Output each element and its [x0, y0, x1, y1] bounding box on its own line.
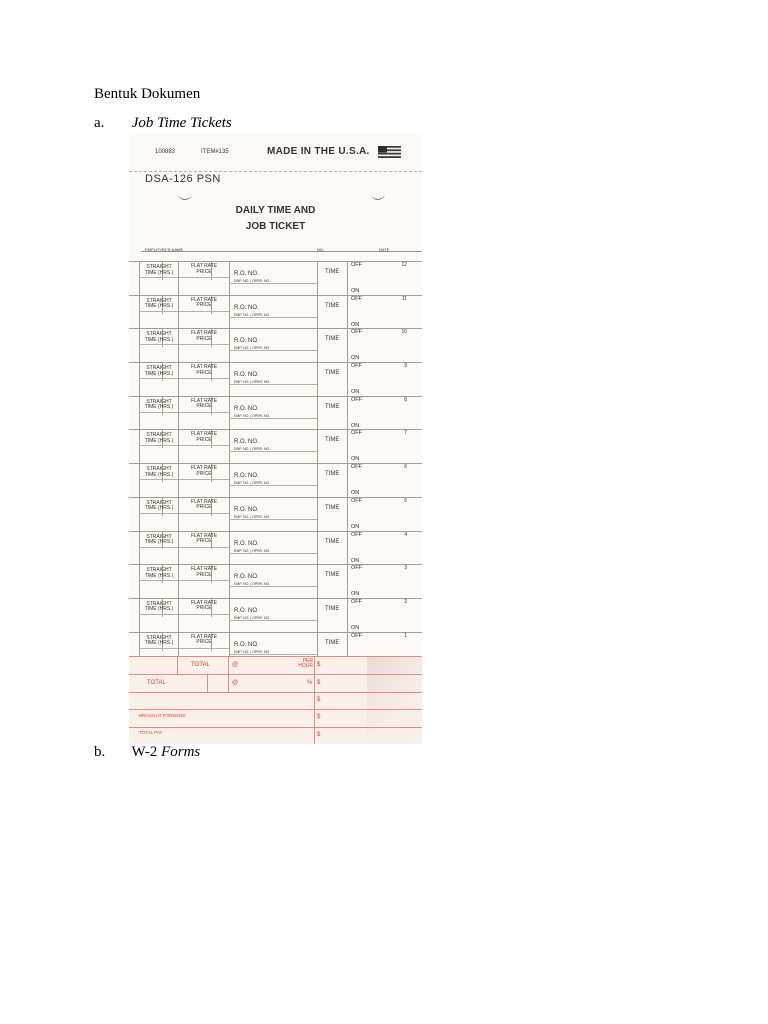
straight-label: STRAIGHT — [146, 297, 172, 304]
time-entry-block — [129, 261, 422, 295]
straight-label: STRAIGHT — [146, 466, 172, 473]
flat-rate-label — [181, 601, 227, 612]
time-label: TIME — [325, 504, 340, 511]
straight-label: STRAIGHT — [146, 331, 172, 338]
flat-rate-label — [181, 500, 227, 511]
column-rule — [139, 363, 140, 396]
ro-number-label: R.O. NO. — [234, 641, 259, 648]
straight-label: STRAIGHT — [146, 499, 172, 506]
price-text: PRICE — [196, 268, 212, 275]
straight-time-label — [142, 467, 176, 478]
dollar-sign-3: $ — [317, 697, 321, 703]
brought-forward-label: BROUGHT FORWARD — [139, 713, 186, 718]
column-rule — [139, 464, 140, 497]
price-text: PRICE — [196, 436, 212, 443]
ro-number-label: R.O. NO. — [234, 607, 259, 614]
totals-rule — [129, 692, 422, 693]
column-rule — [229, 430, 230, 463]
time-label: TIME — [325, 437, 340, 444]
row-rule — [139, 648, 229, 649]
time-entry-block — [129, 429, 422, 463]
straight-time-label — [142, 400, 176, 411]
flat-rate-text: FLAT RATE — [190, 330, 218, 337]
column-rule — [178, 262, 179, 295]
column-rule — [229, 262, 230, 295]
column-rule — [178, 397, 179, 430]
time-entry-block — [129, 396, 422, 430]
flat-rate-label — [181, 534, 227, 545]
emp-oper-label: EMP. NO. | OPER. NO. — [234, 312, 271, 317]
list-item-job-time-tickets — [94, 115, 232, 132]
time-entry-block — [129, 598, 422, 632]
column-rule — [347, 296, 348, 329]
total-label-2: TOTAL — [147, 680, 166, 686]
page-title: Bentuk Dokumen — [94, 86, 201, 102]
on-label: ON — [351, 321, 360, 328]
off-label: OFF — [351, 396, 362, 403]
row-number: 4 — [404, 531, 407, 538]
time-label: TIME — [325, 471, 340, 478]
column-rule — [347, 565, 348, 598]
column-rule — [317, 363, 318, 396]
row-number: 1 — [404, 632, 407, 639]
straight-label: STRAIGHT — [146, 600, 172, 607]
row-number: 8 — [404, 396, 407, 403]
column-rule — [347, 464, 348, 497]
off-label: OFF — [351, 497, 362, 504]
time-entry-block — [129, 531, 422, 565]
straight-label: STRAIGHT — [146, 567, 172, 574]
punch-hole-left — [178, 191, 192, 200]
ro-number-label: R.O. NO. — [234, 439, 259, 446]
on-label: ON — [351, 523, 360, 530]
time-entry-block — [129, 564, 422, 598]
flat-rate-text: FLAT RATE — [190, 465, 218, 472]
row-number: 12 — [401, 262, 407, 268]
percent-sign: % — [307, 680, 313, 686]
time-hrs-label: TIME (HRS.) — [144, 505, 174, 512]
time-label: TIME — [325, 639, 340, 646]
ro-number-label: R.O. NO. — [234, 473, 259, 480]
flat-rate-label — [181, 466, 227, 477]
row-number: 10 — [401, 329, 407, 336]
row-number: 7 — [404, 430, 407, 437]
row-number: 5 — [404, 497, 407, 504]
row-rule — [139, 479, 229, 480]
time-label: TIME — [325, 605, 340, 612]
time-entry-block — [129, 362, 422, 396]
list-marker: b. — [94, 744, 106, 760]
row-number: 3 — [404, 565, 407, 572]
straight-time-label — [142, 636, 176, 647]
column-rule — [317, 565, 318, 598]
column-rule — [139, 599, 140, 632]
column-rule — [178, 329, 179, 362]
straight-time-label — [142, 366, 176, 377]
flat-rate-label — [181, 399, 227, 410]
totals-divider — [314, 656, 315, 744]
column-rule — [139, 329, 140, 362]
ro-number-label: R.O. NO. — [234, 372, 259, 379]
row-number: 6 — [404, 464, 407, 471]
time-hrs-label: TIME (HRS.) — [144, 303, 174, 310]
column-rule — [178, 296, 179, 329]
list-item-text-italic: Forms — [161, 744, 201, 760]
price-text: PRICE — [196, 538, 212, 544]
column-rule — [139, 532, 140, 565]
dollar-sign-4: $ — [317, 714, 321, 720]
column-rule — [229, 532, 230, 565]
column-rule — [317, 532, 318, 565]
price-text: PRICE — [196, 369, 212, 376]
column-rule — [229, 296, 230, 329]
ro-number-label: R.O. NO. — [234, 304, 259, 311]
time-entry-block — [129, 295, 422, 329]
column-rule — [347, 599, 348, 632]
column-rule — [139, 397, 140, 430]
totals-rule — [129, 709, 422, 710]
column-rule — [178, 498, 179, 531]
totals-divider — [228, 656, 229, 692]
dollar-sign-2: $ — [317, 680, 321, 686]
straight-time-label — [142, 602, 176, 613]
straight-label: STRAIGHT — [146, 365, 172, 372]
straight-label: STRAIGHT — [146, 432, 172, 439]
emp-oper-label: EMP. NO. | OPER. NO. — [234, 582, 271, 587]
column-rule — [178, 565, 179, 598]
carbon-fold — [367, 656, 422, 744]
totals-divider — [177, 656, 178, 674]
emp-oper-label: EMP. NO. | OPER. NO. — [234, 514, 271, 519]
flat-rate-label — [181, 432, 227, 443]
time-label: TIME — [325, 403, 340, 410]
on-label: ON — [351, 591, 360, 598]
at-symbol: @ — [232, 662, 239, 668]
punch-hole-right — [371, 191, 385, 200]
straight-time-label — [142, 265, 176, 276]
column-rule — [317, 329, 318, 362]
ticket-code: 100883 — [155, 149, 176, 155]
ticket-header-strip — [129, 133, 422, 173]
row-rule — [139, 344, 229, 345]
column-rule — [317, 498, 318, 531]
off-label: OFF — [351, 329, 362, 336]
off-label: OFF — [351, 565, 362, 572]
totals-section — [129, 656, 422, 744]
job-time-ticket-image — [129, 133, 422, 744]
straight-time-label — [142, 535, 176, 546]
list-marker: a. — [94, 115, 105, 131]
column-rule — [317, 296, 318, 329]
column-rule — [178, 464, 179, 497]
on-label: ON — [351, 557, 360, 564]
row-rule — [139, 277, 229, 278]
column-rule — [317, 430, 318, 463]
row-rule — [139, 311, 229, 312]
time-hrs-label: TIME (HRS.) — [144, 370, 174, 377]
dollar-sign: $ — [317, 662, 321, 668]
emp-oper-label: EMP. NO. | OPER. NO. — [234, 649, 271, 654]
time-entry-block — [129, 328, 422, 362]
time-entry-block — [129, 497, 422, 531]
dollar-sign-5: $ — [317, 732, 321, 738]
row-rule — [139, 547, 229, 548]
list-item-w2-forms — [94, 744, 200, 761]
time-hrs-label: TIME (HRS.) — [144, 640, 174, 647]
ro-number-label: R.O. NO. — [234, 506, 259, 513]
header-rule — [141, 251, 422, 252]
ro-number-label: R.O. NO. — [234, 405, 259, 412]
flat-rate-label — [181, 365, 227, 376]
ticket-title-line2: JOB TICKET — [245, 221, 306, 232]
per-hour-label: PER HOUR — [298, 658, 313, 669]
time-hrs-label: TIME (HRS.) — [144, 606, 174, 613]
totals-divider — [207, 674, 208, 692]
total-pay-label: TOTAL PAY — [139, 730, 163, 735]
time-label: TIME — [325, 370, 340, 377]
straight-label: STRAIGHT — [146, 398, 172, 405]
totals-rule — [129, 656, 422, 657]
column-rule — [347, 498, 348, 531]
price-text: PRICE — [196, 403, 212, 410]
number-label: NO. — [317, 247, 325, 252]
column-rule — [139, 262, 140, 295]
off-label: OFF — [351, 464, 362, 471]
column-rule — [347, 329, 348, 362]
ticket-title-line1: DAILY TIME AND — [235, 205, 316, 216]
column-rule — [229, 498, 230, 531]
column-rule — [229, 565, 230, 598]
row-rule — [139, 513, 229, 514]
on-label: ON — [351, 389, 360, 396]
price-text: PRICE — [196, 302, 212, 309]
on-label: ON — [351, 422, 360, 429]
price-text: PRICE — [196, 605, 212, 612]
price-text: PRICE — [196, 571, 212, 578]
column-rule — [139, 430, 140, 463]
flat-rate-label — [181, 264, 227, 275]
flat-rate-label — [181, 567, 227, 578]
on-label: ON — [351, 456, 360, 463]
time-label: TIME — [325, 572, 340, 579]
off-label: OFF — [351, 262, 362, 268]
made-in-usa-label: MADE IN THE U.S.A. — [267, 146, 370, 157]
price-text: PRICE — [196, 470, 212, 477]
column-rule — [139, 565, 140, 598]
time-entry-blocks — [129, 261, 422, 665]
column-rule — [317, 599, 318, 632]
flat-rate-text: FLAT RATE — [190, 431, 218, 438]
row-rule — [139, 412, 229, 413]
column-rule — [178, 532, 179, 565]
straight-label: STRAIGHT — [146, 634, 172, 641]
us-flag-icon — [378, 146, 401, 158]
time-hrs-label: TIME (HRS.) — [144, 437, 174, 444]
date-label: DATE — [379, 247, 390, 252]
column-rule — [317, 262, 318, 295]
row-number: 9 — [404, 363, 407, 370]
flat-rate-text: FLAT RATE — [190, 566, 218, 573]
on-label: ON — [351, 490, 360, 497]
perforation-line — [129, 171, 422, 172]
row-rule — [139, 580, 229, 581]
price-text: PRICE — [196, 335, 212, 342]
flat-rate-text: FLAT RATE — [190, 364, 218, 371]
column-rule — [178, 430, 179, 463]
row-rule — [139, 614, 229, 615]
flat-rate-text: FLAT RATE — [190, 498, 218, 505]
row-rule — [139, 378, 229, 379]
flat-rate-text: FLAT RATE — [190, 263, 218, 269]
column-rule — [139, 498, 140, 531]
emp-oper-label: EMP. NO. | OPER. NO. — [234, 615, 271, 620]
ro-number-label: R.O. NO. — [234, 574, 259, 581]
list-item-text-plain: W-2 — [131, 744, 158, 760]
time-hrs-label: TIME (HRS.) — [144, 471, 174, 478]
straight-label: STRAIGHT — [146, 533, 172, 540]
emp-oper-label: EMP. NO. | OPER. NO. — [234, 346, 271, 351]
total-label: TOTAL — [191, 662, 210, 668]
at-symbol-2: @ — [232, 680, 239, 686]
row-rule — [139, 445, 229, 446]
flat-rate-label — [181, 298, 227, 309]
time-hrs-label: TIME (HRS.) — [144, 539, 174, 545]
flat-rate-text: FLAT RATE — [190, 296, 218, 303]
row-number: 11 — [401, 295, 407, 302]
row-number: 2 — [404, 598, 407, 605]
column-rule — [347, 532, 348, 565]
flat-rate-label — [181, 635, 227, 646]
off-label: OFF — [351, 363, 362, 370]
flat-rate-label — [181, 331, 227, 342]
emp-oper-label: EMP. NO. | OPER. NO. — [234, 481, 271, 486]
straight-time-label — [142, 501, 176, 512]
on-label: ON — [351, 355, 360, 362]
time-label: TIME — [325, 302, 340, 309]
straight-time-label — [142, 568, 176, 579]
column-rule — [317, 397, 318, 430]
column-rule — [178, 599, 179, 632]
totals-rule — [129, 674, 422, 675]
price-text: PRICE — [196, 504, 212, 511]
column-rule — [229, 599, 230, 632]
column-rule — [178, 363, 179, 396]
totals-rule — [129, 727, 422, 728]
column-rule — [347, 262, 348, 295]
time-label: TIME — [325, 336, 340, 343]
emp-oper-label: EMP. NO. | OPER. NO. — [234, 380, 271, 385]
ro-number-label: R.O. NO. — [234, 540, 259, 547]
emp-oper-label: EMP. NO. | OPER. NO. — [234, 279, 271, 283]
off-label: OFF — [351, 295, 362, 302]
on-label: ON — [351, 624, 360, 631]
time-hrs-label: TIME (HRS.) — [144, 572, 174, 579]
off-label: OFF — [351, 598, 362, 605]
flat-rate-text: FLAT RATE — [190, 397, 218, 404]
column-rule — [229, 397, 230, 430]
flat-rate-text: FLAT RATE — [190, 532, 218, 539]
column-rule — [347, 430, 348, 463]
ro-number-label: R.O. NO. — [234, 338, 259, 345]
off-label: OFF — [351, 632, 362, 639]
ro-number-label: R.O. NO. — [234, 271, 259, 277]
straight-time-label — [142, 332, 176, 343]
column-rule — [317, 464, 318, 497]
time-hrs-label: TIME (HRS.) — [144, 336, 174, 343]
on-label: ON — [351, 288, 360, 294]
off-label: OFF — [351, 531, 362, 538]
time-label: TIME — [325, 538, 340, 545]
straight-time-label — [142, 433, 176, 444]
column-rule — [347, 363, 348, 396]
employee-name-label: EMPLOYEE'S NAME — [145, 247, 184, 252]
column-rule — [139, 296, 140, 329]
flat-rate-text: FLAT RATE — [190, 599, 218, 606]
column-rule — [229, 363, 230, 396]
flat-rate-text: FLAT RATE — [190, 633, 218, 640]
column-rule — [229, 329, 230, 362]
time-hrs-label: TIME (HRS.) — [144, 404, 174, 411]
list-item-text: Job Time Tickets — [131, 115, 232, 131]
straight-label: STRAIGHT — [146, 264, 172, 270]
straight-time-label — [142, 299, 176, 310]
off-label: OFF — [351, 430, 362, 437]
time-hrs-label: TIME (HRS.) — [144, 269, 174, 276]
column-rule — [347, 397, 348, 430]
price-text: PRICE — [196, 639, 212, 646]
emp-oper-label: EMP. NO. | OPER. NO. — [234, 447, 271, 452]
emp-oper-label: EMP. NO. | OPER. NO. — [234, 548, 271, 553]
ticket-item-number: ITEM#135 — [201, 149, 229, 155]
ticket-model: DSA-126 PSN — [145, 173, 221, 185]
column-rule — [229, 464, 230, 497]
time-label: TIME — [325, 269, 340, 275]
time-entry-block — [129, 463, 422, 497]
emp-oper-label: EMP. NO. | OPER. NO. — [234, 413, 271, 418]
